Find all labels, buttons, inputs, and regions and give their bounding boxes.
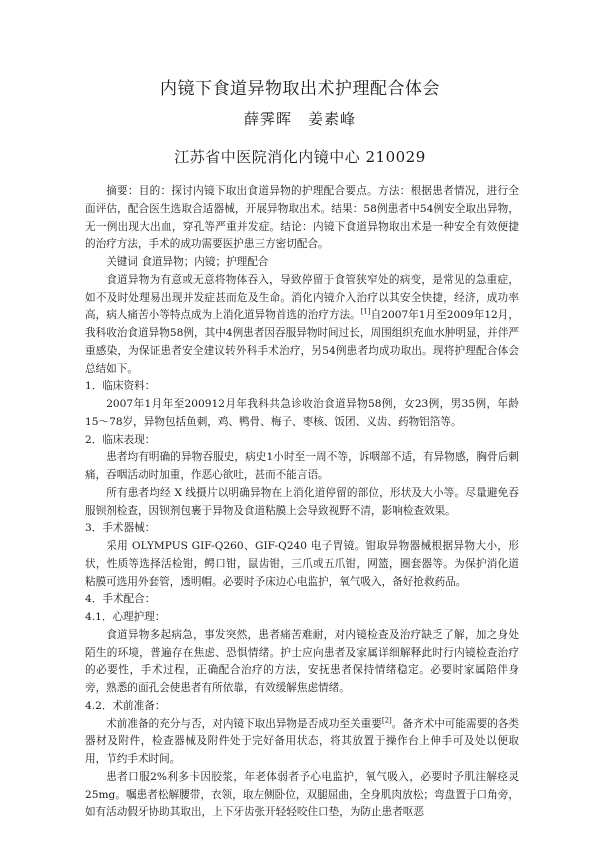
intro-text-b: 自2007年1月至2009年12月，我科收治食道异物58例，其中4例患者因吞服异物时间过长，周围组织充血水肿明显，并伴严重感染，为保证患者安全建议转外科手术治疗，另54例患者均成功取出。现将护理配合体会总结如下。 xyxy=(85,309,520,375)
keywords: 关键词 食道异物；内镜；护理配合 xyxy=(106,256,269,268)
prep-text-b: 。备齐术中可能需要的各类器材及附件，检查器械及附件处于完好备用状态，将其放置于操作台上伸手可及处以便取用，节约手术时间。 xyxy=(85,717,520,765)
section-1-text: 2007年1月年至200912月年我科共急诊收治食道异物58例，女23例，男35例，年龄 15～78岁，异物包括鱼刺，鸡、鸭骨、梅子、枣核、饭团、义齿、药物铝箔等。 xyxy=(85,398,519,428)
section-heading-2: 2．临床表现： xyxy=(85,433,156,446)
section-2-paragraph-2: 所有患者均经 X 线摄片以明确异物在上消化道停留的部位，形状及大小等。尽量避免吞服钡剂检查，因钡剂包裹于异物及食道粘膜上会导致视野不清，影响检查效果。 xyxy=(85,486,519,517)
section-heading-4: 4．手术配合： xyxy=(85,593,156,606)
citation-2: [2] xyxy=(381,715,392,724)
paper-authors: 薛霁晖 姜素峰 xyxy=(243,110,356,128)
citation-1: [1] xyxy=(360,307,371,316)
subsection-4-2-paragraph-1 xyxy=(85,716,519,769)
intro-text-a: 食道异物为有意或无意将物体吞入，导致停留于食管狭窄处的病变，是常见的急重症，如不及时处理易出现并发症甚而危及生命。消化内镜介入治疗以其安全快捷，经济，成功率高，病人痛苦小等特点成为上消化道异物首选的治疗方法。 xyxy=(85,273,519,322)
section-heading-3: 3．手术器械： xyxy=(85,522,156,535)
subsection-4-1-text: 食道异物多起病急，事发突然，患者痛苦难耐，对内镜检查及治疗缺乏了解，加之身处陌生的环境，普遍存在焦虑、恐惧情绪。护士应向患者及家属详细解释此时行内镜检查治疗的必要性，手术过程，正确配合治疗的方法，安抚患者保持情绪稳定。必要时家属陪伴身旁，熟悉的面孔会使患者有所依靠，有效缓解焦虑情绪。 xyxy=(85,628,519,694)
abstract: 摘要：目的：探讨内镜下取出食道异物的护理配合要点。方法：根据患者情况，进行全面评估，配合医生选取合适器械，开展异物取出术。结果：58例患者中54例安全取出异物，无一例出现大出血，穿孔等严重并发症。结论：内镜下食道异物取出术是一种安全有效便捷的治疗方法，手术的成功需要医护患三方密切配合。 xyxy=(85,185,519,251)
paper-title: 内镜下食道异物取出术护理配合体会 xyxy=(160,79,440,99)
section-2-paragraph-1: 患者均有明确的异物吞服史，病史1小时至一周不等，诉咽部不适，有异物感，胸骨后刺痛，吞咽活动时加重，作恶心欲吐，甚而不能言语。 xyxy=(85,451,519,481)
subsection-heading-4-1: 4.1．心理护理： xyxy=(85,611,166,623)
paper-body xyxy=(85,183,519,822)
paper-affiliation: 江苏省中医院消化内镜中心 210029 xyxy=(174,148,426,166)
subsection-heading-4-2: 4.2．术前准备： xyxy=(85,699,166,712)
section-heading-1: 1．临床资料： xyxy=(85,380,156,393)
subsection-4-2-paragraph-2: 患者口服2%利多卡因胶浆，年老体弱者予心电监护，氧气吸入，必要时予肌注解痉灵25mg。嘱患者松解腰带，衣领，取左侧卧位，双腿屈曲，全身肌肉放松；弯盘置于口角旁，如有活动假牙协助其取出，上下牙齿张开轻轻咬住口垫，为防止患者呕恶 xyxy=(85,770,519,819)
section-3-text: 采用 OLYMPUS GIF-Q260、GIF-Q240 电子胃镜。钳取异物器械根据异物大小，形状，性质等选择活检钳，鳄口钳，鼠齿钳，三爪或五爪钳，网篮，圈套器等。为保护消化道粘膜可选用外套管，透明帽。必要时予床边心电监护，氧气吸入，备好抢救药品。 xyxy=(85,540,519,588)
intro-paragraph xyxy=(85,272,519,379)
prep-text-a: 术前准备的充分与否，对内镜下取出异物是否成功至关重要 xyxy=(106,717,382,730)
